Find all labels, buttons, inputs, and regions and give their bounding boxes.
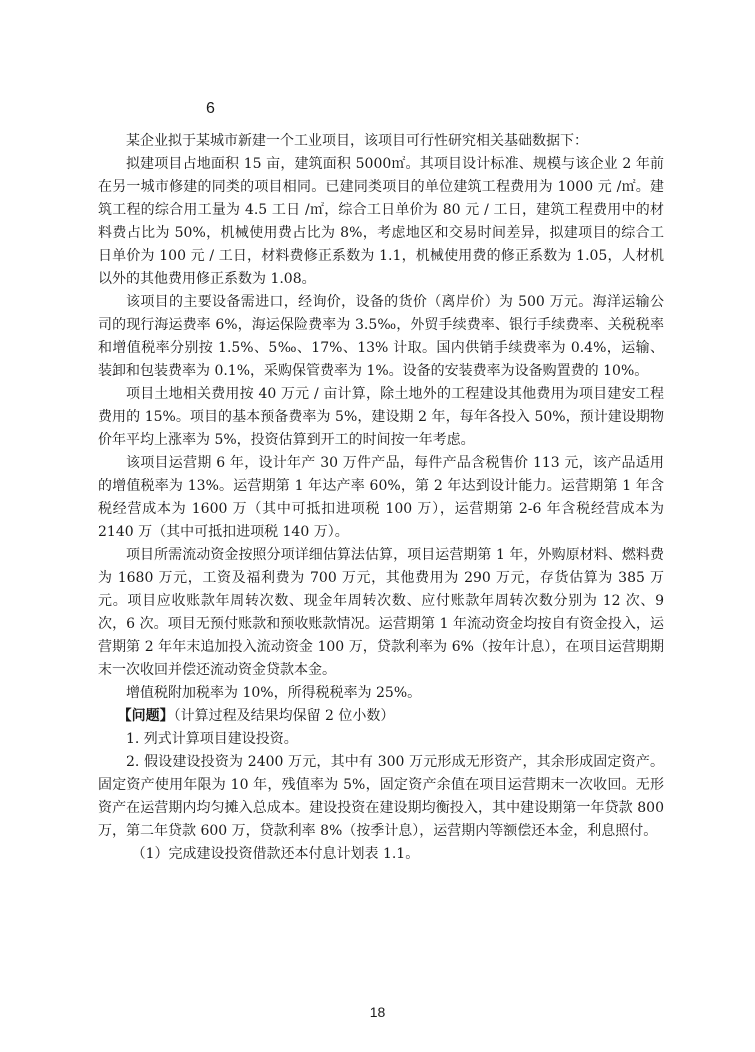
question-1: 1. 列式计算项目建设投资。 — [126, 731, 298, 747]
paragraph-land: 项目土地相关费用按 40 万元 / 亩计算，除土地外的工程建设其他费用为项目建安工程费用的 15%。项目的基本预备费率为 5%，建设期 2 年，每年各投入 50%，预计建设期物价年平均上涨率为 5%，投资估算到开工的时间按一年考虑。 — [98, 386, 664, 448]
paragraph-tax: 增值税附加税率为 10%，所得税税率为 25%。 — [126, 685, 422, 701]
paragraph-equipment: 该项目的主要设备需进口，经询价，设备的货价（离岸价）为 500 万元。海洋运输公司的现行海运费率 6%，海运保险费率为 3.5‰，外贸手续费率、银行手续费率、关税税率和增值税率分别按 1.5%、5‰、17%、13% 计取。国内供销手续费率为 0.4%，运输、装卸和包装费率为 0.1%，采购保管费率为 1%。设备的安装费率为设备购置费的 10%。 — [98, 294, 664, 379]
paragraph-building: 拟建项目占地面积 15 亩，建筑面积 5000㎡。其项目设计标准、规模与该企业 2 年前在另一城市修建的同类的项目相同。已建同类项目的单位建筑工程费用为 1000 元 /㎡。建筑工程的综合用工量为 4.5 工日 /㎡，综合工日单价为 80 元 / 工日，建筑工程费用中的材料费占比为 50%，机械使用费占比为 8%，考虑地区和交易时间差异，拟建项目的综合工日单价为 100 元 / 工日，材料费修正系数为 1.1，机械使用费的修正系数为 1.05，人材机以外的其他费用修正系数为 1.08。 — [98, 156, 664, 287]
question-note: （计算过程及结果均保留 2 位小数） — [173, 708, 395, 724]
question-heading — [98, 705, 664, 728]
question-label: 【问题】 — [117, 708, 174, 724]
paragraph-intro: 某企业拟于某城市新建一个工业项目，该项目可行性研究相关基础数据下： — [126, 133, 588, 149]
page-number: 18 — [369, 1004, 386, 1020]
question-2: 2. 假设建设投资为 2400 万元，其中有 300 万元形成无形资产，其余形成固定资产。固定资产使用年限为 10 年，残值率为 5%，固定资产余值在项目运营期末一次收回。无形资产在运营期内均匀摊入总成本。建设投资在建设期均衡投入，其中建设期第一年贷款 800 万，第二年贷款 600 万，贷款利率 8%（按季计息），运营期内等额偿还本金，利息照付。 — [98, 754, 664, 839]
paragraph-operation: 该项目运营期 6 年，设计年产 30 万件产品，每件产品含税售价 113 元，该产品适用的增值税率为 13%。运营期第 1 年达产率 60%，第 2 年达到设计能力。运营期第 1 年含税经营成本为 1600 万（其中可抵扣进项税 100 万），运营期第 2-6 年含税经营成本为 2140 万（其中可抵扣进项税 140 万）。 — [98, 455, 664, 540]
question-2-part-1: （1）完成建设投资借款还本付息计划表 1.1。 — [131, 846, 420, 862]
paragraph-working-capital: 项目所需流动资金按照分项详细估算法估算，项目运营期第 1 年，外购原材料、燃料费为 1680 万元，工资及福利费为 700 万元，其他费用为 290 万元，存货估算为 385 万元。项目应收账款年周转次数、现金年周转次数、应付账款年周转次数分别为 12 次、9 次，6 次。项目无预付账款和预收账款情况。运营期第 1 年流动资金均按自有资金投入，运营期第 2 年年末追加投入流动资金 100 万，贷款利率为 6%（按年计息），在项目运营期期末一次收回并偿还流动资金贷款本金。 — [98, 547, 664, 678]
document-body — [98, 130, 664, 866]
section-number: 6 — [206, 100, 215, 117]
